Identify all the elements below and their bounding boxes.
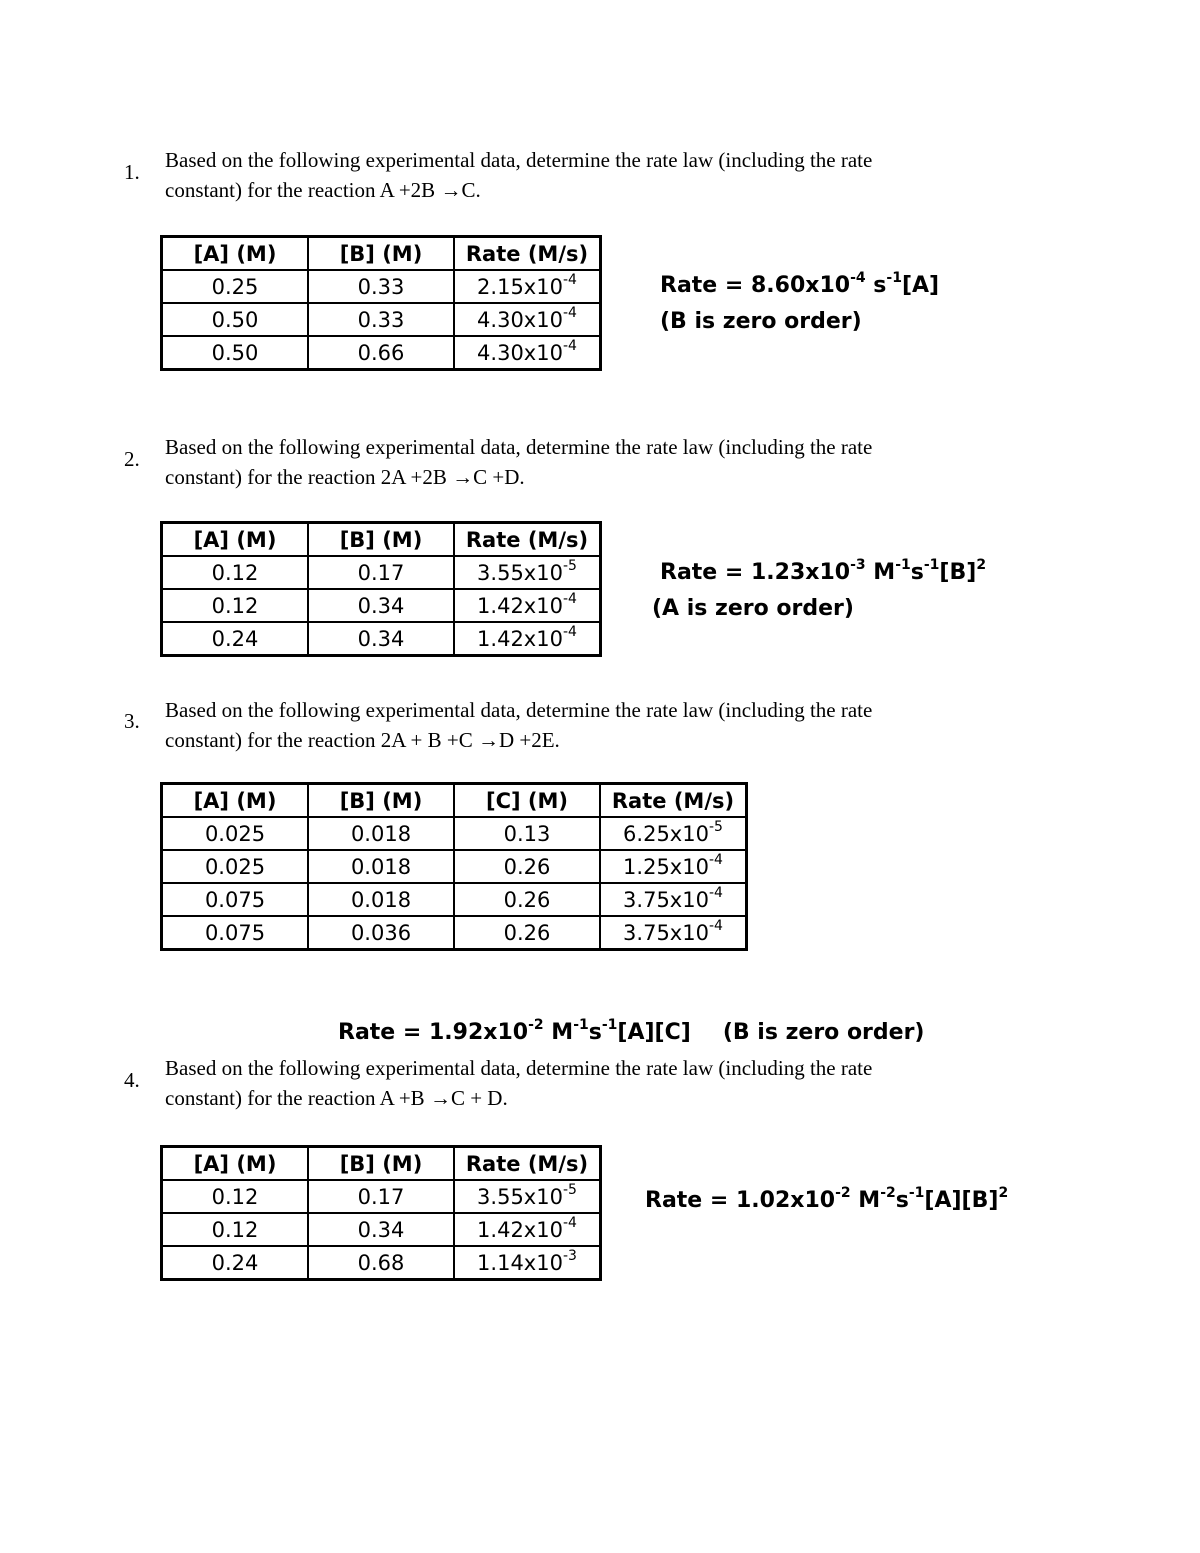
rate-base: 1.42x10 <box>477 593 563 618</box>
cell-rate <box>454 1213 601 1246</box>
answer-text: [A][B] <box>924 1188 999 1213</box>
problem-1-table <box>160 235 602 371</box>
cell-a: 0.24 <box>162 1246 309 1280</box>
cell-a: 0.12 <box>162 1213 309 1246</box>
cell-b: 0.34 <box>308 622 454 656</box>
cell-b: 0.17 <box>308 1180 454 1213</box>
cell-rate <box>454 1180 601 1213</box>
table-header-row <box>162 784 747 818</box>
cell-rate <box>454 303 601 336</box>
cell-a: 0.025 <box>162 817 309 850</box>
problem-1-answer-line1 <box>660 269 940 298</box>
table-row <box>162 336 601 370</box>
problem-2-number: 2. <box>124 447 140 471</box>
cell-rate <box>600 850 747 883</box>
problem-3-text-line2: constant) for the reaction 2A + B +C →D +2E. <box>165 728 560 752</box>
cell-c: 0.26 <box>454 850 600 883</box>
answer-note: (B is zero order) <box>722 1020 925 1045</box>
cell-a: 0.12 <box>162 1180 309 1213</box>
answer-text: Rate = 1.92x10 <box>338 1020 529 1045</box>
header-a: [A] (M) <box>162 237 309 271</box>
table-row <box>162 303 601 336</box>
table-row <box>162 916 747 950</box>
answer-exponent: -1 <box>601 1016 618 1033</box>
answer-text: [A][C] <box>617 1020 691 1045</box>
rate-base: 1.25x10 <box>623 854 709 879</box>
cell-rate <box>454 622 601 656</box>
table-row <box>162 817 747 850</box>
answer-exponent: 2 <box>998 1184 1009 1201</box>
header-rate: Rate (M/s) <box>600 784 747 818</box>
rate-base: 1.42x10 <box>477 626 563 651</box>
rate-exponent: -5 <box>562 557 577 574</box>
problem-4-table <box>160 1145 602 1281</box>
cell-a: 0.24 <box>162 622 309 656</box>
rate-base: 3.75x10 <box>623 920 709 945</box>
problem-2-text <box>165 432 985 492</box>
cell-a: 0.25 <box>162 270 309 303</box>
rate-base: 4.30x10 <box>477 307 563 332</box>
cell-c: 0.13 <box>454 817 600 850</box>
table-row <box>162 622 601 656</box>
rate-base: 4.30x10 <box>477 340 563 365</box>
answer-exponent: 2 <box>976 556 987 573</box>
table-row <box>162 1213 601 1246</box>
header-b: [B] (M) <box>308 523 454 557</box>
answer-text: M <box>543 1020 574 1045</box>
cell-a: 0.12 <box>162 589 309 622</box>
rate-exponent: -3 <box>562 1247 577 1264</box>
problem-2-table <box>160 521 602 657</box>
cell-b: 0.66 <box>308 336 454 370</box>
header-a: [A] (M) <box>162 1147 309 1181</box>
table-header-row <box>162 237 601 271</box>
cell-c: 0.26 <box>454 883 600 916</box>
problem-4-text-line1: Based on the following experimental data, determine the rate law (including the rate <box>165 1056 873 1080</box>
cell-rate <box>454 556 601 589</box>
problem-2-text-line1: Based on the following experimental data, determine the rate law (including the rate <box>165 435 873 459</box>
table-row <box>162 270 601 303</box>
rate-exponent: -4 <box>562 304 577 321</box>
answer-exponent: -1 <box>923 556 940 573</box>
answer-text: [A] <box>901 273 940 298</box>
problem-2-text-line2: constant) for the reaction 2A +2B →C +D. <box>165 465 525 489</box>
cell-b: 0.34 <box>308 589 454 622</box>
problem-1-answer-line2: (B is zero order) <box>660 309 862 334</box>
cell-a: 0.025 <box>162 850 309 883</box>
answer-text: s <box>895 1188 909 1213</box>
cell-b: 0.018 <box>308 883 454 916</box>
problem-3-text-line1: Based on the following experimental data, determine the rate law (including the rate <box>165 698 873 722</box>
rate-base: 1.14x10 <box>477 1250 563 1275</box>
answer-exponent: -2 <box>528 1016 544 1033</box>
answer-text: s <box>865 273 887 298</box>
problem-3-answer <box>338 1016 925 1045</box>
header-b: [B] (M) <box>308 1147 454 1181</box>
cell-b: 0.33 <box>308 270 454 303</box>
cell-c: 0.26 <box>454 916 600 950</box>
cell-b: 0.018 <box>308 850 454 883</box>
cell-b: 0.018 <box>308 817 454 850</box>
problem-3-table <box>160 782 748 951</box>
answer-exponent: -2 <box>880 1184 896 1201</box>
answer-exponent: -1 <box>895 556 911 573</box>
problem-4-text <box>165 1053 985 1113</box>
rate-exponent: -4 <box>562 337 577 354</box>
table-row <box>162 589 601 622</box>
answer-exponent: -1 <box>908 1184 925 1201</box>
cell-a: 0.075 <box>162 883 309 916</box>
header-rate: Rate (M/s) <box>454 1147 601 1181</box>
rate-base: 1.42x10 <box>477 1217 563 1242</box>
cell-b: 0.68 <box>308 1246 454 1280</box>
header-rate: Rate (M/s) <box>454 523 601 557</box>
problem-3-text <box>165 695 985 755</box>
rate-exponent: -4 <box>562 623 577 640</box>
answer-exponent: -3 <box>850 556 866 573</box>
problem-3-number: 3. <box>124 709 140 733</box>
cell-rate <box>600 916 747 950</box>
table-header-row <box>162 523 601 557</box>
problem-1-text-line1: Based on the following experimental data, determine the rate law (including the rate <box>165 148 873 172</box>
problem-1-text <box>165 145 985 205</box>
rate-exponent: -4 <box>562 271 577 288</box>
answer-text: [B] <box>939 560 977 585</box>
answer-exponent: -2 <box>835 1184 851 1201</box>
cell-a: 0.12 <box>162 556 309 589</box>
rate-exponent: -4 <box>562 1214 577 1231</box>
table-row <box>162 556 601 589</box>
table-header-row <box>162 1147 601 1181</box>
problem-2-answer-line2: (A is zero order) <box>652 596 854 621</box>
table-row <box>162 1246 601 1280</box>
cell-b: 0.34 <box>308 1213 454 1246</box>
problem-4-number: 4. <box>124 1068 140 1092</box>
header-a: [A] (M) <box>162 523 309 557</box>
rate-exponent: -4 <box>708 884 723 901</box>
cell-rate <box>454 1246 601 1280</box>
answer-text: M <box>850 1188 881 1213</box>
cell-a: 0.075 <box>162 916 309 950</box>
rate-base: 3.55x10 <box>477 1184 563 1209</box>
cell-a: 0.50 <box>162 336 309 370</box>
cell-rate <box>600 883 747 916</box>
cell-rate <box>454 589 601 622</box>
cell-b: 0.17 <box>308 556 454 589</box>
table-row <box>162 1180 601 1213</box>
problem-1-text-line2: constant) for the reaction A +2B →C. <box>165 178 481 202</box>
rate-base: 6.25x10 <box>623 821 709 846</box>
header-rate: Rate (M/s) <box>454 237 601 271</box>
answer-exponent: -1 <box>573 1016 589 1033</box>
rate-exponent: -4 <box>708 851 723 868</box>
problem-4-text-line2: constant) for the reaction A +B →C + D. <box>165 1086 508 1110</box>
table-row <box>162 883 747 916</box>
rate-base: 3.75x10 <box>623 887 709 912</box>
rate-exponent: -4 <box>708 917 723 934</box>
cell-rate <box>600 817 747 850</box>
cell-rate <box>454 270 601 303</box>
header-a: [A] (M) <box>162 784 309 818</box>
rate-exponent: -4 <box>562 590 577 607</box>
answer-exponent: -4 <box>850 269 866 286</box>
table-row <box>162 850 747 883</box>
problem-4-answer <box>645 1184 1009 1213</box>
header-c: [C] (M) <box>454 784 600 818</box>
problem-1-number: 1. <box>124 160 140 184</box>
cell-a: 0.50 <box>162 303 309 336</box>
rate-base: 3.55x10 <box>477 560 563 585</box>
answer-text: M <box>865 560 896 585</box>
rate-exponent: -5 <box>708 818 723 835</box>
answer-text: Rate = 8.60x10 <box>660 273 851 298</box>
answer-text: s <box>910 560 924 585</box>
cell-b: 0.33 <box>308 303 454 336</box>
cell-b: 0.036 <box>308 916 454 950</box>
rate-base: 2.15x10 <box>477 274 563 299</box>
header-b: [B] (M) <box>308 784 454 818</box>
answer-exponent: -1 <box>886 269 902 286</box>
rate-exponent: -5 <box>562 1181 577 1198</box>
answer-text: Rate = 1.02x10 <box>645 1188 836 1213</box>
answer-text: s <box>588 1020 602 1045</box>
problem-2-answer-line1 <box>660 556 987 585</box>
header-b: [B] (M) <box>308 237 454 271</box>
answer-text: Rate = 1.23x10 <box>660 560 851 585</box>
cell-rate <box>454 336 601 370</box>
